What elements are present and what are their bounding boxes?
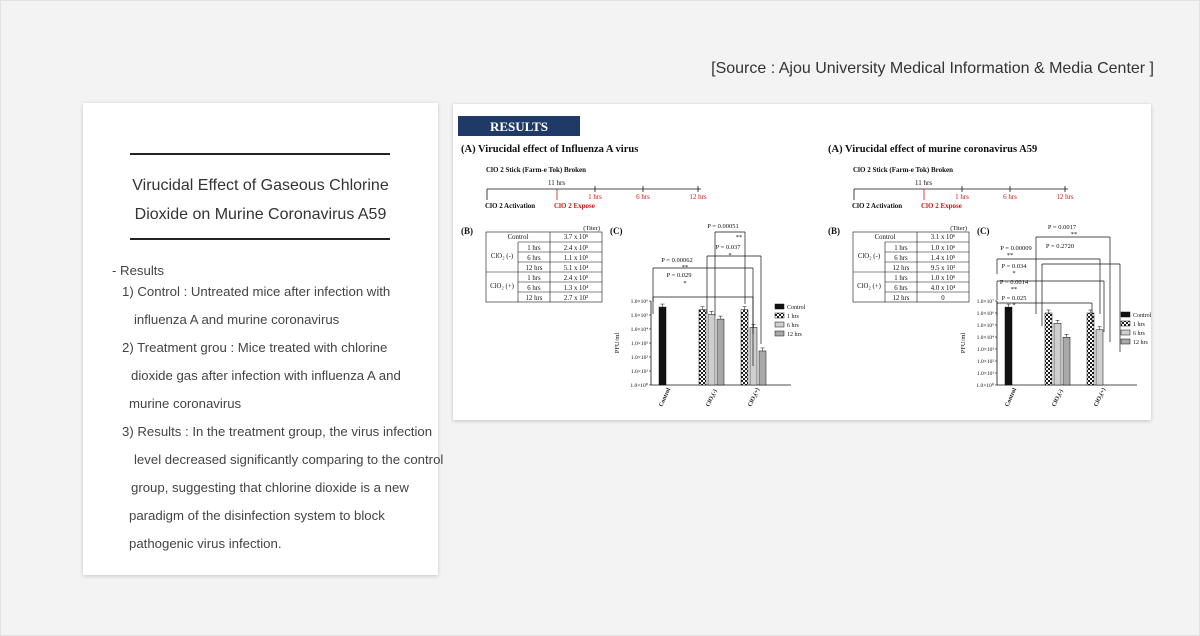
p-value-label: P = 0.00051	[707, 223, 739, 230]
results-line: pathogenic virus infection.	[129, 536, 282, 551]
legend-swatch	[1121, 321, 1130, 326]
table-cell: 1.3 x 10⁴	[563, 285, 589, 292]
p-value-label: P = 0.00062	[661, 257, 693, 264]
y-tick-label: 1.0×10⁵	[630, 313, 648, 319]
bar	[708, 314, 715, 385]
legend-swatch	[1121, 339, 1130, 344]
panel-c-label: (C)	[610, 226, 623, 236]
legend-label: 1 hrs	[787, 314, 799, 320]
legend-swatch	[775, 322, 784, 327]
results-line: 1) Control : Untreated mice after infection with	[122, 284, 391, 299]
table-cell: 6 hrs	[894, 255, 908, 262]
table-cell: 2.4 x 10⁵	[563, 275, 589, 282]
p-value-label: **	[1010, 286, 1018, 293]
y-axis-label: PFU/ml	[614, 332, 621, 354]
table-cell: 1.1 x 10⁵	[563, 255, 589, 262]
timeline-tick-label: 6 hrs	[636, 193, 650, 201]
p-value-label: P = 0.0017	[1047, 224, 1077, 231]
legend-swatch	[775, 313, 784, 318]
summary-card	[83, 103, 444, 575]
panel-heading: (A) Virucidal effect of murine coronavirus A59	[828, 144, 1038, 155]
table-group-label: ClO₂ (+)	[857, 283, 881, 290]
p-value-label: P = 0.2720	[1045, 243, 1075, 250]
p-value-label: **	[735, 234, 743, 241]
table-cell: 6 hrs	[527, 285, 541, 292]
table-unit: (Titer)	[950, 225, 967, 232]
p-value-label: P = 0.037	[715, 244, 741, 251]
bar	[741, 310, 748, 385]
p-value-label: P = 0.025	[1001, 295, 1027, 302]
p-value-label: *	[683, 280, 687, 287]
p-value-label: *	[1012, 302, 1016, 309]
timeline-expose-label: ClO 2 Expose	[554, 202, 595, 210]
x-group-label: ClO₂(-)	[705, 388, 719, 408]
card-title	[103, 171, 418, 229]
legend-label: Control	[1133, 313, 1151, 319]
table-cell: 1 hrs	[894, 245, 908, 252]
results-figure-svg	[453, 104, 1151, 420]
x-group-label: Control	[1004, 387, 1019, 408]
table-cell: 5.1 x 10⁴	[563, 265, 589, 272]
bar	[659, 307, 666, 385]
table-cell: 1.4 x 10⁵	[930, 255, 956, 262]
table-control-label: Control	[874, 234, 896, 241]
table-control-label: Control	[507, 234, 529, 241]
results-line: group, suggesting that chlorine dioxide is a new	[131, 480, 409, 495]
legend-swatch	[775, 331, 784, 336]
results-line: 2) Treatment grou : Mice treated with chlorine	[122, 340, 388, 355]
timeline-11hrs-label: 11 hrs	[548, 179, 566, 187]
table-cell: 9.5 x 10³	[930, 265, 956, 272]
results-line: dioxide gas after infection with influenza A and	[131, 368, 401, 383]
results-banner-label: RESULTS	[489, 119, 549, 134]
table-cell: 1 hrs	[894, 275, 908, 282]
p-value-label: *	[1012, 270, 1016, 277]
results-figure	[453, 104, 1151, 420]
timeline-tick-label: 1 hrs	[588, 193, 602, 201]
table-cell: 12 hrs	[892, 295, 910, 302]
p-value-label: **	[1070, 231, 1078, 238]
results-line: influenza A and murine coronavirus	[134, 312, 340, 327]
y-tick-label: 1.0×10⁴	[976, 335, 994, 341]
table-cell: 6 hrs	[527, 255, 541, 262]
x-group-label: ClO₂(-)	[1051, 388, 1065, 408]
legend-label: 6 hrs	[787, 323, 799, 329]
table-cell: 0	[941, 295, 945, 302]
panel-c-label: (C)	[977, 226, 990, 236]
panel-b-label: (B)	[461, 226, 473, 236]
bar	[699, 310, 706, 385]
legend-label: 1 hrs	[1133, 322, 1145, 328]
timeline-tick-label: 12 hrs	[689, 193, 707, 201]
y-tick-label: 1.0×10⁵	[976, 323, 994, 329]
table-cell: 2.4 x 10⁵	[563, 245, 589, 252]
table-group-label: ClO₂ (-)	[857, 253, 881, 260]
x-group-label: ClO₂(+)	[1093, 387, 1108, 408]
timeline-tick-label: 6 hrs	[1003, 193, 1017, 201]
legend-swatch	[775, 304, 784, 309]
table-cell: 6 hrs	[894, 285, 908, 292]
timeline-activation-label: ClO 2 Activation	[485, 202, 536, 210]
bar	[1005, 307, 1012, 385]
legend-swatch	[1121, 312, 1130, 317]
panel-heading: (A) Virucidal effect of Influenza A virus	[461, 144, 639, 155]
legend-label: 12 hrs	[1133, 340, 1148, 346]
p-value-label: P = 0.0014	[999, 279, 1029, 286]
p-value-label: P = 0.029	[666, 272, 692, 279]
timeline-11hrs-label: 11 hrs	[915, 179, 933, 187]
y-tick-label: 1.0×10¹	[976, 371, 994, 377]
table-cell: 3.1 x 10⁶	[930, 234, 956, 241]
bar	[1063, 337, 1070, 385]
y-tick-label: 1.0×10³	[976, 347, 994, 353]
timeline-tick-label: 1 hrs	[955, 193, 969, 201]
y-tick-label: 1.0×10²	[976, 359, 994, 365]
bar	[750, 327, 757, 385]
table-group-label: ClO₂ (+)	[490, 283, 514, 290]
table-cell: 1.0 x 10⁶	[930, 245, 956, 252]
results-line: - Results	[112, 263, 165, 278]
x-group-label: Control	[658, 387, 673, 408]
p-value-label: **	[1006, 252, 1014, 259]
coronavirus-panel	[828, 144, 1151, 408]
table-group-label: ClO₂ (-)	[490, 253, 514, 260]
card-title-line2: Dioxide on Murine Coronavirus A59	[134, 206, 387, 223]
y-tick-label: 1.0×10⁶	[976, 311, 994, 317]
y-tick-label: 1.0×10⁰	[976, 383, 994, 389]
table-cell: 1 hrs	[527, 245, 541, 252]
legend-label: 6 hrs	[1133, 331, 1145, 337]
table-cell: 1 hrs	[527, 275, 541, 282]
bar	[759, 351, 766, 385]
y-axis-label: PFU/ml	[960, 332, 967, 354]
table-cell: 12 hrs	[892, 265, 910, 272]
table-cell: 3.7 x 10⁵	[563, 234, 589, 241]
bar	[1045, 313, 1052, 385]
source-credit: [Source : Ajou University Medical Information & Media Center ]	[711, 60, 1154, 77]
table-cell: 2.7 x 10²	[563, 295, 589, 302]
y-tick-label: 1.0×10³	[630, 341, 648, 347]
bar	[1054, 323, 1061, 385]
timeline-activation-label: ClO 2 Activation	[852, 202, 903, 210]
legend-swatch	[1121, 330, 1130, 335]
title-rule-top	[130, 153, 390, 155]
table-unit: (Titer)	[583, 225, 600, 232]
legend-label: Control	[787, 305, 806, 311]
results-line: murine coronavirus	[129, 396, 242, 411]
panel-b-label: (B)	[828, 226, 840, 236]
y-tick-label: 1.0×10⁷	[976, 299, 994, 305]
table-cell: 12 hrs	[525, 295, 543, 302]
y-tick-label: 1.0×10⁰	[630, 383, 648, 389]
results-line: paradigm of the disinfection system to block	[129, 508, 385, 523]
timeline-tick-label: 12 hrs	[1056, 193, 1074, 201]
p-value-label: P = 0.00009	[1000, 245, 1032, 252]
y-tick-label: 1.0×10⁴	[630, 327, 648, 333]
bar	[1087, 313, 1094, 385]
bar	[717, 319, 724, 385]
influenza-panel	[461, 144, 806, 408]
p-value-label: P = 0.034	[1001, 263, 1027, 270]
timeline-stick-label: ClO 2 Stick (Farm-e Tok) Broken	[853, 166, 954, 174]
results-line: level decreased significantly comparing to the control	[134, 452, 444, 467]
title-rule-bottom	[130, 238, 390, 240]
legend-label: 12 hrs	[787, 332, 802, 338]
timeline-expose-label: ClO 2 Expose	[921, 202, 962, 210]
card-title-line1: Virucidal Effect of Gaseous Chlorine	[132, 177, 389, 194]
timeline-stick-label: ClO 2 Stick (Farm-e Tok) Broken	[486, 166, 587, 174]
p-value-label: **	[681, 264, 689, 271]
y-tick-label: 1.0×10²	[630, 355, 648, 361]
p-value-label: *	[728, 252, 732, 259]
table-cell: 4.0 x 10⁴	[930, 285, 956, 292]
table-cell: 1.0 x 10⁶	[930, 275, 956, 282]
bar	[1096, 330, 1103, 385]
x-group-label: ClO₂(+)	[747, 387, 762, 408]
y-tick-label: 1.0×10¹	[630, 369, 648, 375]
y-tick-label: 1.0×10⁶	[630, 299, 648, 305]
table-cell: 12 hrs	[525, 265, 543, 272]
results-line: 3) Results : In the treatment group, the virus infection	[122, 424, 433, 439]
